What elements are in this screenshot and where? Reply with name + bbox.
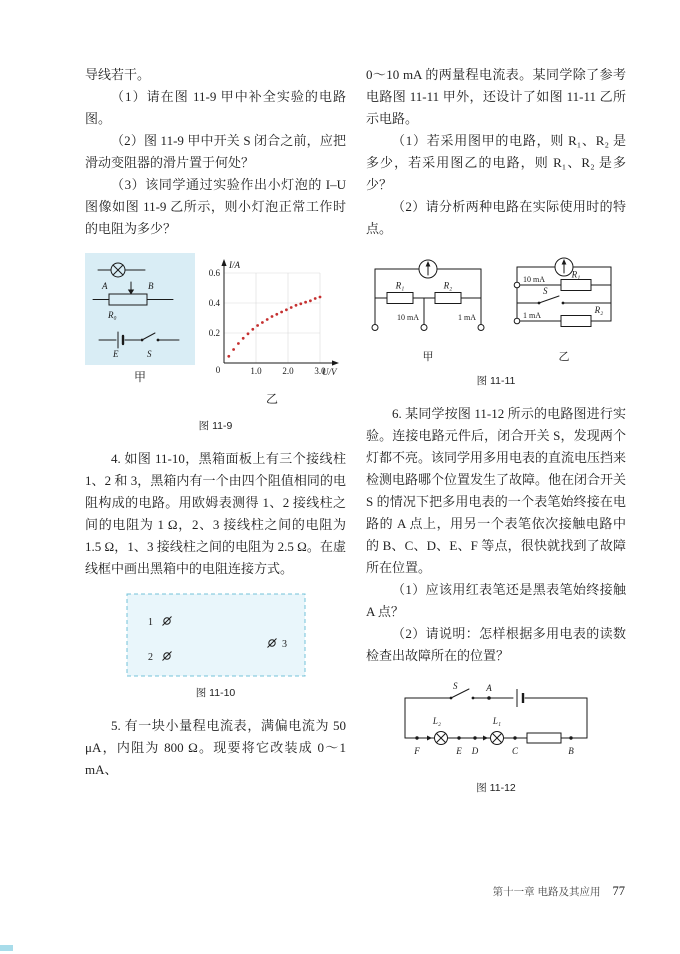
- range-10ma-label: 10 mA: [523, 275, 545, 284]
- figure-sublabel-jia: 甲: [422, 351, 434, 363]
- dashed-box: [127, 594, 305, 676]
- x-axis-arrow-icon: [332, 360, 339, 365]
- origin-label: 0: [215, 365, 221, 375]
- point-e-dot: [457, 736, 460, 739]
- right-column: [366, 64, 626, 810]
- paragraph-q1: （1）请在图 11-9 甲中补全实验的电路图。: [85, 89, 346, 126]
- point-d-label: D: [471, 746, 479, 756]
- y-tick-0.4: 0.4: [208, 298, 220, 308]
- paragraph-q3: （3）该同学通过实验作出小灯泡的 I–U 图像如图 11-9 乙所示，则小灯泡正常工作时的电阻为多少？: [85, 177, 346, 236]
- paragraph-p5-q2: （2）请分析两种电路在实际使用时的特点。: [366, 199, 626, 236]
- circuit-yi: [514, 258, 611, 363]
- page-corner-mark: [0, 945, 13, 951]
- range-1ma-label: 1 mA: [458, 313, 476, 322]
- figure-11-9-jia: [85, 253, 195, 388]
- x-tick-1.0: 1.0: [250, 366, 262, 376]
- page-footer: [493, 884, 625, 899]
- terminal-1-label: 1: [147, 617, 153, 628]
- terminal-icon: [421, 325, 427, 331]
- y-axis-label: I/A: [229, 260, 240, 270]
- paragraph-problem-5: 5. 有一块小量程电流表，满偏电流为 50 μA，内阻为 800 Ω。现要将它改装成 0～1 mA、: [85, 718, 346, 777]
- point-e-label: E: [456, 746, 462, 756]
- lamp-l1-label: L₁: [492, 716, 502, 726]
- left-column: [85, 64, 346, 781]
- lamp-l2-icon: [435, 732, 448, 745]
- rheostat-label-b: B: [148, 281, 154, 291]
- range-10ma-label: 10 mA: [397, 313, 419, 322]
- figure-sublabel-yi: 乙: [265, 392, 278, 406]
- x-tick-2.0: 2.0: [282, 366, 294, 376]
- resistor-r1-label: R₁: [395, 280, 405, 291]
- point-b-dot: [569, 736, 572, 739]
- black-box-diagram: [126, 593, 306, 677]
- switch-label-s: S: [453, 681, 458, 691]
- rheostat-label-r0: R₀: [108, 310, 117, 320]
- arrow-icon: [483, 736, 488, 741]
- battery-label-e: E: [113, 349, 119, 359]
- x-tick-3.0: 3.0: [314, 366, 326, 376]
- battery-icon: [99, 332, 140, 348]
- terminal-icon: [372, 325, 378, 331]
- resistor-r2-icon: [435, 293, 461, 304]
- figure-11-11: [366, 253, 626, 392]
- paragraph-continuation: 导线若干。: [85, 67, 151, 82]
- figure-caption: 图 11-10: [195, 687, 236, 699]
- wires: [405, 689, 587, 738]
- rheostat-label-a: A: [102, 281, 108, 291]
- grid-lines: [224, 273, 320, 363]
- terminal-icon: [478, 325, 484, 331]
- figure-caption: 图 11-9: [198, 420, 233, 432]
- ammeter-circuits: [367, 253, 625, 365]
- switch-icon: [141, 333, 179, 341]
- iu-graph: [198, 253, 346, 387]
- resistor-r1-icon: [387, 293, 413, 304]
- figure-11-9: [85, 253, 346, 437]
- y-axis-arrow-icon: [221, 259, 226, 266]
- footer-page-number: 77: [612, 884, 625, 898]
- galvanometer-icon: [419, 260, 437, 278]
- x-axis-label: U/V: [322, 367, 337, 377]
- resistor-r2-icon: [561, 316, 591, 327]
- paragraph-q2: （2）图 11-9 甲中开关 S 闭合之前，应把滑动变阻器的滑片置于何处？: [85, 133, 346, 170]
- galvanometer-icon: [555, 258, 573, 276]
- arrow-icon: [427, 736, 432, 741]
- terminal-2-label: 2: [147, 652, 153, 663]
- paragraph-p6-q2: （2）请说明：怎样根据多用电表的读数检查出故障所在的位置？: [366, 626, 626, 663]
- point-a-dot: [487, 696, 491, 700]
- y-tick-0.2: 0.2: [208, 328, 220, 338]
- resistor-r2-label: R₂: [443, 280, 453, 291]
- axes: [224, 265, 334, 363]
- paragraph-problem-6: 6. 某同学按图 11-12 所示的电路图进行实验。连接电路元件后，闭合开关 S，发现两个灯都不亮。该同学用多用电表的直流电压挡来检测电路哪个位置发生了故障。他在闭合开关 S 的情况下把多用电表的一个表笔始终接在电路的 A 点上，用另一个表笔依次接触电路中的 B、C、D、E、F 等点，很快就找到了故障所在位置。: [366, 406, 627, 575]
- figure-caption: 图 11-12: [476, 782, 516, 794]
- figure-caption: 图 11-11: [476, 375, 516, 387]
- range-1ma-label: 1 mA: [523, 311, 541, 320]
- lamp-l1-icon: [491, 732, 504, 745]
- switch-contact: [472, 697, 475, 700]
- point-c-label: C: [511, 746, 519, 756]
- resistor-r1-icon: [561, 280, 591, 291]
- switch-label-s: S: [147, 349, 152, 359]
- paragraph-p5-continuation: 0～10 mA 的两量程电流表。某同学除了参考电路图 11-11 甲外，还设计了如图 11-11 乙所示电路。: [366, 67, 626, 126]
- figure-sublabel-jia: 甲: [133, 370, 146, 384]
- point-f-label: F: [414, 746, 420, 756]
- experiment-circuit-diagram: [85, 253, 195, 365]
- switch-contact: [562, 302, 565, 305]
- paragraph-problem-4: 4. 如图 11-10，黑箱面板上有三个接线柱 1、2 和 3，黑箱内有一个由四个阻值相同的电阻构成的电路。用欧姆表测得 1、2 接线柱之间的电阻为 1 Ω，2、3 接线柱之间的电阻为 1.5 Ω，1、3 接线柱之间的电阻为 2.5 Ω。在虚线框中画出黑箱中的电阻连接方式。: [85, 451, 346, 576]
- fault-circuit-diagram: [391, 680, 601, 772]
- lamp-icon: [98, 263, 145, 277]
- switch-pivot: [538, 302, 541, 305]
- circuit-jia: [372, 260, 484, 363]
- iu-curve-dots: [227, 296, 321, 358]
- figure-11-9-yi: [198, 253, 346, 410]
- figure-11-12: [366, 680, 626, 799]
- y-tick-0.6: 0.6: [208, 268, 220, 278]
- footer-chapter-title: 第十一章 电路及其应用: [492, 886, 601, 898]
- paragraph-p5-q1: （1）若采用图甲的电路，则 R₁、R₂ 是多少，若采用图乙的电路，则 R₁、R₂ 是多少？: [366, 133, 626, 192]
- point-a-label: A: [486, 683, 492, 693]
- point-d-dot: [473, 736, 476, 739]
- resistor-r2-label: R₂: [594, 305, 604, 315]
- terminal-icon: [514, 282, 520, 288]
- battery-icon: [517, 689, 523, 707]
- figure-11-10: [85, 593, 346, 704]
- switch-label-s: S: [543, 286, 548, 296]
- paragraph-p6-q1: （1）应该用红表笔还是黑表笔始终接触 A 点？: [366, 582, 626, 619]
- switch-pivot: [450, 697, 453, 700]
- terminal-3-label: 3: [281, 639, 287, 650]
- resistor-r1-label: R₁: [571, 269, 581, 280]
- point-f-dot: [415, 736, 418, 739]
- resistor-icon: [527, 733, 561, 743]
- terminal-icon: [514, 318, 520, 324]
- lamp-l2-label: L₂: [432, 716, 442, 726]
- point-c-dot: [513, 736, 516, 739]
- figure-sublabel-yi: 乙: [558, 351, 570, 363]
- point-b-label: B: [568, 746, 574, 756]
